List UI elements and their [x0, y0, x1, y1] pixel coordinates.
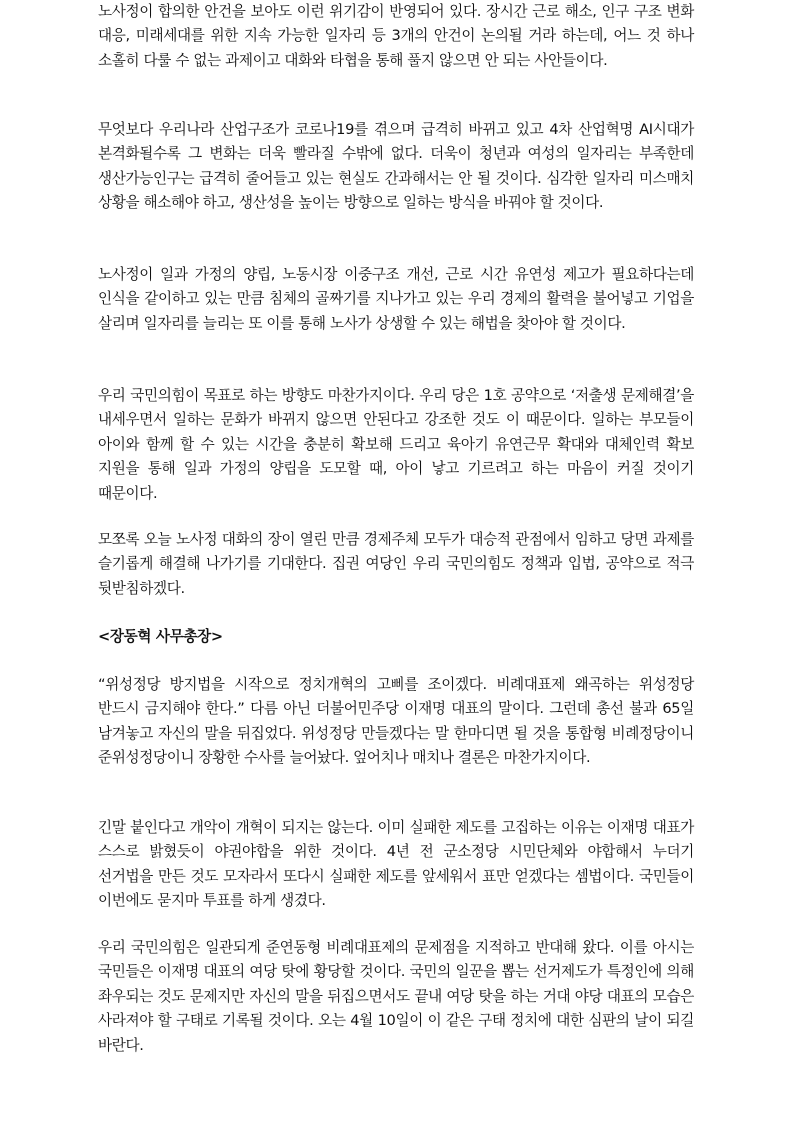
paragraph-failed-system: 긴말 붙인다고 개악이 개혁이 되지는 않는다. 이미 실패한 제도를 고집하는 이유는 이재명 대표가 스스로 밝혔듯이 야권야합을 위한 것이다. 4년 전 군소정당 시민단체와 야합해서 누더기 선거법을 만든 것도 모자라서 또다시 실패한 제도를 앞세워서 표만 얻겠다는 셈법이다. 국민들이 이번에도 묻지마 투표를 하게 생겼다. — [98, 819, 694, 910]
paragraph-expectation: 모쪼록 오늘 노사정 대화의 장이 열린 만큼 경제주체 모두가 대승적 관점에서 임하고 당면 과제를 슬기롭게 해결해 나가기를 기대한다. 집권 여당인 우리 국민의힘도 정책과 입법, 공약으로 적극 뒷받침하겠다. — [98, 531, 694, 597]
paragraph-agenda: 노사정이 합의한 안건을 보아도 이런 위기감이 반영되어 있다. 장시간 근로 해소, 인구 구조 변화 대응, 미래세대를 위한 지속 가능한 일자리 등 3개의 안건이 논의될 거라 하는데, 어느 것 하나 소홀히 다룰 수 없는 과제이고 대화와 타협을 통해 풀지 않으면 안 되는 사안들이다. — [98, 3, 694, 69]
paragraph-labor-consensus: 노사정이 일과 가정의 양립, 노동시장 이중구조 개선, 근로 시간 유연성 제고가 필요하다는데 인식을 같이하고 있는 만큼 침체의 골짜기를 지나가고 있는 우리 경제의 활력을 불어넣고 기업을 살리며 일자리를 늘리는 또 이를 통해 노사가 상생할 수 있는 해법을 찾아야 할 것이다. — [98, 266, 694, 332]
paragraph-party-direction: 우리 국민의힘이 목표로 하는 방향도 마찬가지이다. 우리 당은 1호 공약으로 ‘저출생 문제해결’을 내세우면서 일하는 문화가 바뀌지 않으면 안된다고 강조한 것도 이 때문이다. 일하는 부모들이 아이와 함께 할 수 있는 시간을 충분히 확보해 드리고 육아기 유연근무 확대와 대체인력 확보 지원을 통해 일과 가정의 양립을 도모할 때, 아이 낳고 기르려고 하는 마음이 커질 것이기 때문이다. — [98, 387, 694, 502]
paragraph-satellite-party-quote: “위성정당 방지법을 시작으로 정치개혁의 고삐를 조이겠다. 비례대표제 왜곡하는 위성정당 반드시 금지해야 한다.” 다름 아닌 더불어민주당 이재명 대표의 말이다. 그런데 총선 불과 65일 남겨놓고 자신의 말을 뒤집었다. 위성정당 만들겠다는 말 한마디면 될 것을 통합형 비례정당이니 준위성정당이니 장황한 수사를 늘어놨다. 엎어치나 매치나 결론은 마찬가지이다. — [98, 676, 694, 767]
paragraph-judgment-day: 우리 국민의힘은 일관되게 준연동형 비례대표제의 문제점을 지적하고 반대해 왔다. 이를 아시는 국민들은 이재명 대표의 여당 탓에 황당할 것이다. 국민의 일꾼을 뽑는 선거제도가 특정인에 의해 좌우되는 것도 문제지만 자신의 말을 뒤집으면서도 끝내 여당 탓을 하는 거대 야당 대표의 모습은 사라져야 할 구태로 기록될 것이다. 오는 4월 10일이 이 같은 구태 정치에 대한 심판의 날이 되길 바란다. — [98, 939, 694, 1054]
section-heading: <장동혁 사무총장> — [98, 628, 223, 645]
paragraph-industry-change: 무엇보다 우리나라 산업구조가 코로나19를 겪으며 급격히 바뀌고 있고 4차 산업혁명 AI시대가 본격화될수록 그 변화는 더욱 빨라질 수밖에 없다. 더욱이 청년과 여성의 일자리는 부족한데 생산가능인구는 급격히 줄어들고 있는 현실도 간과해서는 안 될 것이다. 심각한 일자리 미스매치 상황을 해소해야 하고, 생산성을 높이는 방향으로 일하는 방식을 바꿔야 할 것이다. — [98, 121, 694, 212]
